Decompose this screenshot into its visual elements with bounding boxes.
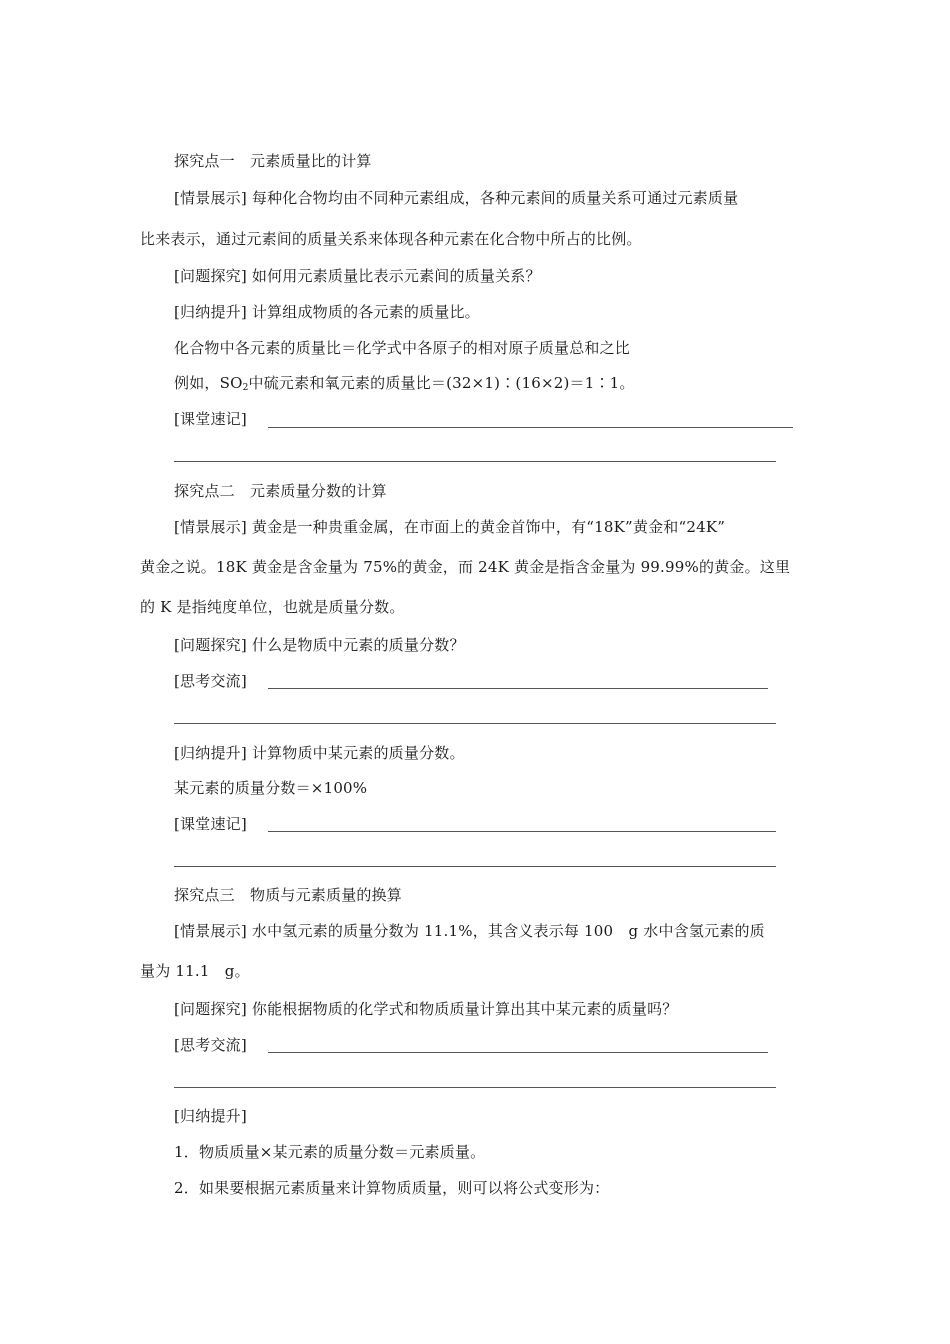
section3-discussion-line2[interactable] <box>174 1087 776 1088</box>
section3-item-1: 1．物质质量×某元素的质量分数＝元素质量。 <box>174 1143 486 1161</box>
section2-formula: 某元素的质量分数＝×100% <box>174 779 368 797</box>
section2-scenario-line1: [情景展示] 黄金是一种贵重金属，在市面上的黄金首饰中，有“18K”黄金和“24K” <box>174 518 726 536</box>
section2-heading: 探究点二 元素质量分数的计算 <box>174 482 387 500</box>
section3-heading: 探究点三 物质与元素质量的换算 <box>174 886 403 904</box>
section1-example <box>174 373 635 398</box>
section1-question: [问题探究] 如何用元素质量比表示元素间的质量关系？ <box>174 267 541 285</box>
example-subscript: 2 <box>242 383 249 393</box>
section1-summary: [归纳提升] 计算组成物质的各元素的质量比。 <box>174 303 480 321</box>
section1-scenario-line2: 比来表示，通过元素间的质量关系来体现各种元素在化合物中所占的比例。 <box>140 230 642 248</box>
section3-summary-label: [归纳提升] <box>174 1107 247 1125</box>
example-suffix: 中硫元素和氧元素的质量比＝(32×1)∶(16×2)＝1∶1。 <box>248 374 635 392</box>
section1-notes-line2[interactable] <box>174 461 776 462</box>
section2-discussion-label: [思考交流] <box>174 672 247 690</box>
section3-discussion-line1[interactable] <box>268 1052 768 1053</box>
section2-question: [问题探究] 什么是物质中元素的质量分数？ <box>174 636 465 654</box>
section2-scenario-line3: 的 K 是指纯度单位，也就是质量分数。 <box>140 598 405 616</box>
section2-discussion-line2[interactable] <box>174 723 776 724</box>
section2-scenario-line2: 黄金之说。18K 黄金是含金量为 75%的黄金，而 24K 黄金是指含金量为 99.99%的黄金。这里 <box>140 558 791 576</box>
example-prefix: 例如，SO <box>174 374 243 392</box>
section2-notes-label: [课堂速记] <box>174 815 247 833</box>
section3-item-2: 2．如果要根据元素质量来计算物质质量，则可以将公式变形为： <box>174 1179 610 1197</box>
section3-scenario-line1: [情景展示] 水中氢元素的质量分数为 11.1%，其含义表示每 100 g 水中含氢元素的质 <box>174 922 765 940</box>
section1-notes-label: [课堂速记] <box>174 410 247 428</box>
section2-notes-line1[interactable] <box>268 831 776 832</box>
section3-discussion-label: [思考交流] <box>174 1036 247 1054</box>
section2-summary: [归纳提升] 计算物质中某元素的质量分数。 <box>174 744 465 762</box>
section1-scenario-line1: [情景展示] 每种化合物均由不同种元素组成，各种元素间的质量关系可通过元素质量 <box>174 189 739 207</box>
section2-discussion-line1[interactable] <box>268 688 768 689</box>
section2-notes-line2[interactable] <box>174 866 776 867</box>
section3-scenario-line2: 量为 11.1 g。 <box>140 962 250 980</box>
section1-formula: 化合物中各元素的质量比＝化学式中各原子的相对原子质量总和之比 <box>174 339 631 357</box>
section3-question: [问题探究] 你能根据物质的化学式和物质质量计算出其中某元素的质量吗？ <box>174 1000 678 1018</box>
section1-notes-line1[interactable] <box>268 427 793 428</box>
section1-heading: 探究点一 元素质量比的计算 <box>174 152 372 170</box>
